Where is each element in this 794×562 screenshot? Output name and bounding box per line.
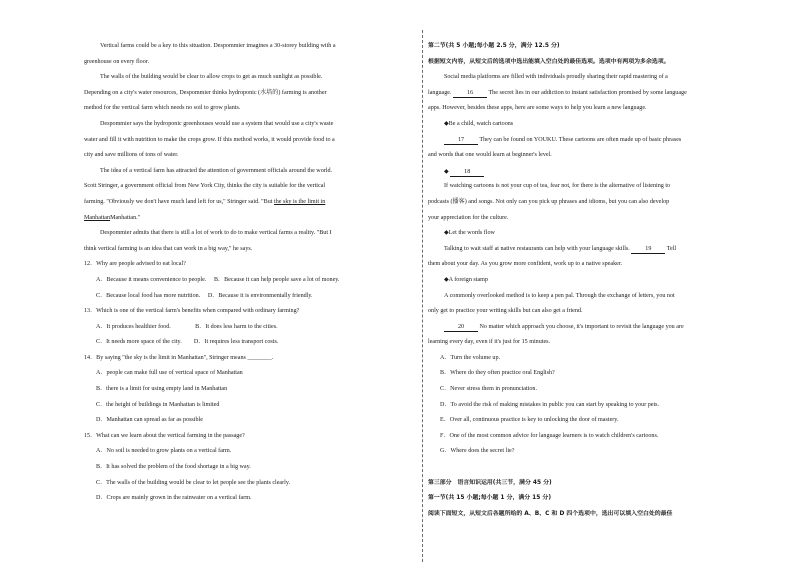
part3-title: 第三部分 语言知识运用(共三节，满分 45 分): [428, 479, 552, 486]
question-option[interactable]: C．Because local food has more nutrition. D．Because it is environmentally friendly.: [96, 292, 313, 299]
passage-line: [84, 195, 416, 211]
passage-line: water and fill it with nutrition to make the crops grow. If this method works, it would provide food to a: [84, 136, 335, 143]
passage-line: Despommier admits that there is still a lot of work to do to make vertical farms a reality. "But I: [100, 230, 332, 237]
diamond-icon: ◆: [444, 167, 449, 175]
question-stem: 13．Which is one of the vertical farm's benefits when compared with ordinary farming?: [84, 308, 300, 315]
question-stem: 15．What can we learn about the vertical farming in the passage?: [84, 432, 245, 439]
answer-option[interactable]: B．Where do they often practice oral English?: [440, 370, 555, 377]
section-instruction: 根据短文内容，从短文后的选项中选出能填入空白处的最佳选项。选项中有两项为多余选项。: [428, 58, 670, 65]
column-divider: [422, 30, 423, 562]
right-column: [428, 39, 762, 522]
underlined-phrase: the sky is the limit in: [274, 198, 326, 205]
part3-section-title: 第一节(共 15 小题;每小题 1 分，满分 15 分): [428, 495, 552, 502]
passage-line: learning every day, even if it's just for 15 minutes.: [428, 339, 551, 346]
answer-option[interactable]: D．To avoid the risk of making mistakes in public you can start by speaking to your pets.: [440, 401, 660, 408]
passage-text: language.: [428, 89, 454, 96]
blank-17[interactable]: 17: [444, 136, 478, 145]
passage-line: The walls of the building would be clear to allow crops to get as much sunlight as possible.: [100, 74, 323, 81]
question-option[interactable]: D．Manhattan can spread as far as possible: [96, 417, 203, 424]
section-title: 第二节(共 5 小题;每小题 2.5 分，满分 12.5 分): [428, 43, 560, 49]
passage-line: [428, 86, 762, 102]
passage-line: Scott Stringer, a government official from New York City, thinks the city is suitable for the vertical: [84, 183, 326, 190]
subheading: [428, 164, 762, 180]
passage-text: No matter which approach you choose, it's important to revisit the language you are: [478, 323, 684, 330]
question-option[interactable]: A．people can make full use of vertical space of Manhattan: [96, 370, 243, 377]
passage-line: method for the vertical farm which needs no soil to grow plants.: [84, 105, 241, 112]
answer-option[interactable]: F．One of the most common advice for language learners is to watch children's cartoons.: [440, 432, 659, 439]
subheading: ◆Let the words flow: [444, 230, 495, 237]
answer-option[interactable]: C．Never stress them in pronunciation.: [440, 386, 537, 393]
left-column: [84, 39, 416, 507]
spacer: [428, 460, 762, 476]
blank-19[interactable]: 19: [631, 245, 665, 254]
question-option[interactable]: B．there is a limit for using empty land in Manhattan: [96, 386, 228, 393]
passage-line: [428, 242, 762, 258]
question-option[interactable]: C．It needs more space of the city. D．It requires less transport costs.: [96, 339, 279, 346]
subheading: ◆A foreign stamp: [444, 276, 488, 283]
passage-line: [84, 211, 416, 227]
passage-text: Talking to wait staff at native restaurants can help with your language skills.: [444, 245, 632, 252]
answer-option[interactable]: G．Where does the secret lie?: [440, 448, 515, 455]
passage-line: Depending on a city's water resources, Despommier thinks hydroponic (水培的) farming is another: [84, 89, 327, 96]
passage-text: They can be found on YOUKU. These cartoons are often made up of basic phrases: [478, 136, 682, 143]
blank-18[interactable]: 18: [450, 168, 484, 177]
underlined-phrase-end: Manhattan: [84, 214, 111, 221]
passage-line: A commonly overlooked method is to keep a pen pal. Through the exchange of letters, you not: [444, 292, 675, 299]
passage-line: Despommier says the hydroponic greenhouses would use a system that would use a city's waste: [100, 120, 334, 127]
passage-line: greenhouse on every floor.: [84, 58, 149, 65]
question-option[interactable]: A．No soil is needed to grow plants on a vertical farm.: [96, 448, 232, 455]
question-option[interactable]: C．The walls of the building would be clear to let people see the plants clearly.: [96, 479, 291, 486]
answer-option[interactable]: E．Over all, continuous practice is key to unlocking the door of mastery.: [440, 417, 619, 424]
blank-20[interactable]: 20: [444, 323, 478, 332]
passage-line: podcasts (播客) and songs. Not only can you pick up phrases and idioms, but you can also develop: [428, 198, 670, 205]
passage-line: and words that one would learn at beginner's level.: [428, 152, 552, 159]
blank-16[interactable]: 16: [453, 89, 487, 98]
passage-line: Social media platforms are filled with individuals proudly sharing their rapid mastering of a: [444, 74, 668, 81]
question-option[interactable]: A．It produces healthier food. B．It does less harm to the cities.: [96, 323, 278, 330]
passage-text-end: Manhattan.": [110, 214, 141, 221]
question-option[interactable]: D．Crops are mainly grown in the rainwater on a vertical farm.: [96, 495, 252, 502]
passage-text: farming. "Obviously we don't have much land left for us," Stringer said. "But: [84, 198, 274, 205]
question-stem: 12．Why are people advised to eat local?: [84, 261, 186, 268]
passage-text: Tell: [665, 245, 677, 252]
passage-line: apps. However, besides these apps, here are some ways to help you learn a new language.: [428, 105, 647, 112]
passage-line: your appreciation for the culture.: [428, 214, 509, 221]
question-stem: 14．By saying "the sky is the limit in Manhattan", Stringer means ________.: [84, 354, 274, 361]
passage-line: [428, 320, 762, 336]
passage-line: them about your day. As you grow more confident, work up to a native speaker.: [428, 261, 623, 268]
passage-line: Vertical farms could be a key to this situation. Despommier imagines a 30-storey building with a: [100, 43, 336, 49]
passage-line: The idea of a vertical farm has attracted the attention of government officials around the world.: [100, 167, 333, 174]
passage-text: The secret lies in our addiction to instant satisfaction promised by some language: [487, 89, 687, 96]
passage-line: only get to practice your writing skills but can also get a friend.: [428, 308, 583, 315]
passage-line: think vertical farming is an idea that can work in a big way," he says.: [84, 245, 253, 252]
passage-line: If watching cartoons is not your cup of tea, fear not, for there is the alternative of listening to: [444, 183, 671, 190]
passage-line: [428, 133, 762, 149]
part3-instruction: 阅读下面短文，从短文后各题所给的 A、B、C 和 D 四个选项中，选出可以填入空白处的最佳: [428, 510, 673, 517]
passage-line: city and save millions of tons of water.: [84, 152, 179, 159]
subheading: ◆Be a child, watch cartoons: [444, 120, 514, 127]
question-option[interactable]: B．It has solved the problem of the food shortage in a big way.: [96, 464, 251, 471]
answer-option[interactable]: A．Turn the volume up.: [440, 354, 501, 361]
question-option[interactable]: C．the height of buildings in Manhattan is limited: [96, 401, 220, 408]
question-option[interactable]: A．Because it means convenience to people. B．Because it can help people save a lot of money.: [96, 276, 340, 283]
